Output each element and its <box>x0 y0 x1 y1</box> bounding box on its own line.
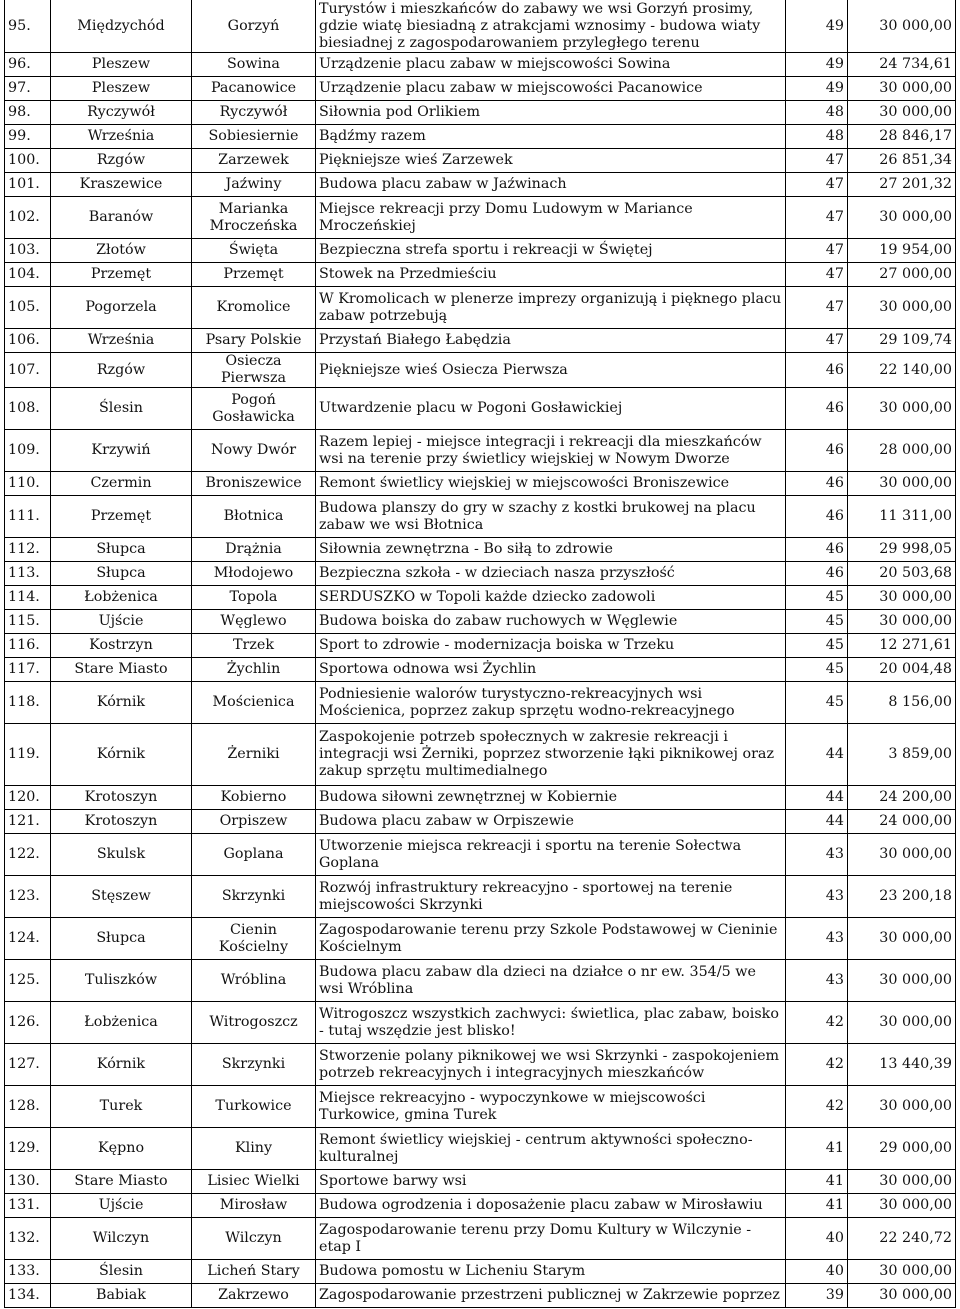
table-row <box>5 125 956 149</box>
project-title-cell: Piękniejsze wieś Zarzewek <box>316 149 786 173</box>
gmina-cell: Łobżenica <box>51 586 192 610</box>
village-cell: Zakrzewo <box>192 1284 316 1308</box>
row-number: 121. <box>5 810 51 834</box>
points-cell: 47 <box>786 263 848 287</box>
village-cell: Wróblina <box>192 960 316 1002</box>
table-row <box>5 197 956 239</box>
points-cell: 47 <box>786 173 848 197</box>
row-number: 126. <box>5 1002 51 1044</box>
amount-cell: 24 200,00 <box>848 786 956 810</box>
table-row <box>5 1086 956 1128</box>
village-cell: Kobierno <box>192 786 316 810</box>
amount-cell: 13 440,39 <box>848 1044 956 1086</box>
table-row <box>5 1170 956 1194</box>
amount-cell: 27 201,32 <box>848 173 956 197</box>
project-title-cell: Piękniejsze wieś Osiecza Pierwsza <box>316 353 786 388</box>
table-row <box>5 263 956 287</box>
village-cell: Witrogoszcz <box>192 1002 316 1044</box>
table-row <box>5 1218 956 1260</box>
table-row <box>5 173 956 197</box>
project-title-cell: Budowa boiska do zabaw ruchowych w Węglewie <box>316 610 786 634</box>
table-row <box>5 918 956 960</box>
project-title-cell: Podniesienie walorów turystyczno-rekreacyjnych wsi Mościenica, poprzez zakup sprzętu wodno-rekreacyjnego <box>316 682 786 724</box>
project-title-cell: Zagospodarowanie przestrzeni publicznej w Zakrzewie poprzez <box>316 1284 786 1308</box>
village-cell: Skrzynki <box>192 876 316 918</box>
row-number: 117. <box>5 658 51 682</box>
amount-cell: 30 000,00 <box>848 388 956 430</box>
project-title-cell: Stowek na Przedmieściu <box>316 263 786 287</box>
row-number: 118. <box>5 682 51 724</box>
amount-cell: 29 000,00 <box>848 1128 956 1170</box>
points-cell: 47 <box>786 197 848 239</box>
gmina-cell: Pleszew <box>51 77 192 101</box>
project-title-cell: Utwardzenie placu w Pogoni Gosławickiej <box>316 388 786 430</box>
row-number: 113. <box>5 562 51 586</box>
project-title-cell: Budowa planszy do gry w szachy z kostki brukowej na placu zabaw we wsi Błotnica <box>316 496 786 538</box>
gmina-cell: Pogorzela <box>51 287 192 329</box>
village-cell: Marianka Mroczeńska <box>192 197 316 239</box>
gmina-cell: Baranów <box>51 197 192 239</box>
gmina-cell: Września <box>51 125 192 149</box>
amount-cell: 30 000,00 <box>848 77 956 101</box>
gmina-cell: Kraszewice <box>51 173 192 197</box>
table-row <box>5 1260 956 1284</box>
row-number: 107. <box>5 353 51 388</box>
table-row <box>5 430 956 472</box>
table-row <box>5 101 956 125</box>
points-cell: 42 <box>786 1044 848 1086</box>
village-cell: Turkowice <box>192 1086 316 1128</box>
village-cell: Kromolice <box>192 287 316 329</box>
project-title-cell: Budowa ogrodzenia i doposażenie placu zabaw w Mirosławiu <box>316 1194 786 1218</box>
points-cell: 40 <box>786 1218 848 1260</box>
row-number: 99. <box>5 125 51 149</box>
row-number: 105. <box>5 287 51 329</box>
amount-cell: 22 240,72 <box>848 1218 956 1260</box>
gmina-cell: Ujście <box>51 610 192 634</box>
row-number: 123. <box>5 876 51 918</box>
village-cell: Orpiszew <box>192 810 316 834</box>
row-number: 132. <box>5 1218 51 1260</box>
village-cell: Młodojewo <box>192 562 316 586</box>
row-number: 108. <box>5 388 51 430</box>
row-number: 95. <box>5 0 51 53</box>
row-number: 124. <box>5 918 51 960</box>
amount-cell: 30 000,00 <box>848 1284 956 1308</box>
village-cell: Żychlin <box>192 658 316 682</box>
table-row <box>5 1194 956 1218</box>
row-number: 130. <box>5 1170 51 1194</box>
table-row <box>5 682 956 724</box>
amount-cell: 28 846,17 <box>848 125 956 149</box>
project-title-cell: Zagospodarowanie terenu przy Szkole Podstawowej w Cieninie Kościelnym <box>316 918 786 960</box>
table-row <box>5 1128 956 1170</box>
points-cell: 46 <box>786 430 848 472</box>
gmina-cell: Skulsk <box>51 834 192 876</box>
points-cell: 49 <box>786 0 848 53</box>
amount-cell: 27 000,00 <box>848 263 956 287</box>
points-cell: 44 <box>786 786 848 810</box>
table-row <box>5 562 956 586</box>
row-number: 116. <box>5 634 51 658</box>
amount-cell: 24 000,00 <box>848 810 956 834</box>
table-body <box>5 0 956 1308</box>
village-cell: Skrzynki <box>192 1044 316 1086</box>
row-number: 101. <box>5 173 51 197</box>
village-cell: Broniszewice <box>192 472 316 496</box>
points-cell: 42 <box>786 1086 848 1128</box>
table-row <box>5 472 956 496</box>
village-cell: Jaźwiny <box>192 173 316 197</box>
points-cell: 48 <box>786 125 848 149</box>
points-cell: 44 <box>786 810 848 834</box>
row-number: 114. <box>5 586 51 610</box>
village-cell: Święta <box>192 239 316 263</box>
village-cell: Licheń Stary <box>192 1260 316 1284</box>
table-row <box>5 77 956 101</box>
amount-cell: 11 311,00 <box>848 496 956 538</box>
amount-cell: 20 004,48 <box>848 658 956 682</box>
row-number: 104. <box>5 263 51 287</box>
points-cell: 46 <box>786 538 848 562</box>
gmina-cell: Kostrzyn <box>51 634 192 658</box>
gmina-cell: Kórnik <box>51 682 192 724</box>
project-title-cell: Remont świetlicy wiejskiej - centrum aktywności społeczno-kulturalnej <box>316 1128 786 1170</box>
project-title-cell: Bądźmy razem <box>316 125 786 149</box>
points-cell: 41 <box>786 1194 848 1218</box>
gmina-cell: Czermin <box>51 472 192 496</box>
amount-cell: 12 271,61 <box>848 634 956 658</box>
table-row <box>5 239 956 263</box>
row-number: 133. <box>5 1260 51 1284</box>
project-title-cell: Stworzenie polany piknikowej we wsi Skrzynki - zaspokojeniem potrzeb rekreacyjnych i integracyjnych mieszkańców <box>316 1044 786 1086</box>
project-title-cell: Urządzenie placu zabaw w miejscowości Sowina <box>316 53 786 77</box>
gmina-cell: Babiak <box>51 1284 192 1308</box>
village-cell: Wilczyn <box>192 1218 316 1260</box>
village-cell: Przemęt <box>192 263 316 287</box>
points-cell: 47 <box>786 149 848 173</box>
points-cell: 46 <box>786 496 848 538</box>
project-title-cell: Siłownia zewnętrzna - Bo siłą to zdrowie <box>316 538 786 562</box>
amount-cell: 30 000,00 <box>848 610 956 634</box>
points-cell: 45 <box>786 586 848 610</box>
village-cell: Mościenica <box>192 682 316 724</box>
row-number: 102. <box>5 197 51 239</box>
table-row <box>5 610 956 634</box>
amount-cell: 30 000,00 <box>848 472 956 496</box>
project-title-cell: Budowa siłowni zewnętrznej w Kobiernie <box>316 786 786 810</box>
gmina-cell: Rzgów <box>51 353 192 388</box>
gmina-cell: Wilczyn <box>51 1218 192 1260</box>
village-cell: Nowy Dwór <box>192 430 316 472</box>
amount-cell: 28 000,00 <box>848 430 956 472</box>
amount-cell: 30 000,00 <box>848 586 956 610</box>
gmina-cell: Ujście <box>51 1194 192 1218</box>
points-cell: 43 <box>786 960 848 1002</box>
village-cell: Drążnia <box>192 538 316 562</box>
points-cell: 48 <box>786 101 848 125</box>
amount-cell: 30 000,00 <box>848 101 956 125</box>
project-title-cell: Budowa pomostu w Licheniu Starym <box>316 1260 786 1284</box>
amount-cell: 30 000,00 <box>848 960 956 1002</box>
table-row <box>5 353 956 388</box>
row-number: 109. <box>5 430 51 472</box>
table-row <box>5 724 956 786</box>
points-cell: 49 <box>786 77 848 101</box>
points-cell: 43 <box>786 876 848 918</box>
project-title-cell: Bezpieczna strefa sportu i rekreacji w Świętej <box>316 239 786 263</box>
row-number: 106. <box>5 329 51 353</box>
amount-cell: 30 000,00 <box>848 287 956 329</box>
row-number: 96. <box>5 53 51 77</box>
gmina-cell: Stęszew <box>51 876 192 918</box>
project-title-cell: Budowa placu zabaw dla dzieci na działce o nr ew. 354/5 we wsi Wróblina <box>316 960 786 1002</box>
amount-cell: 30 000,00 <box>848 197 956 239</box>
amount-cell: 23 200,18 <box>848 876 956 918</box>
gmina-cell: Kórnik <box>51 1044 192 1086</box>
project-title-cell: Remont świetlicy wiejskiej w miejscowości Broniszewice <box>316 472 786 496</box>
amount-cell: 22 140,00 <box>848 353 956 388</box>
gmina-cell: Słupca <box>51 562 192 586</box>
village-cell: Węglewo <box>192 610 316 634</box>
gmina-cell: Krzywiń <box>51 430 192 472</box>
points-cell: 45 <box>786 658 848 682</box>
amount-cell: 30 000,00 <box>848 1260 956 1284</box>
row-number: 120. <box>5 786 51 810</box>
gmina-cell: Tuliszków <box>51 960 192 1002</box>
row-number: 129. <box>5 1128 51 1170</box>
table-row <box>5 287 956 329</box>
row-number: 112. <box>5 538 51 562</box>
table-row <box>5 810 956 834</box>
village-cell: Żerniki <box>192 724 316 786</box>
project-title-cell: Turystów i mieszkańców do zabawy we wsi Gorzyń prosimy, gdzie wiatę biesiadną z atrakcjami wznosimy - budowa wiaty biesiadnej z zagospodarowaniem przyległego terenu <box>316 0 786 53</box>
table-row <box>5 876 956 918</box>
projects-table <box>4 0 956 1308</box>
amount-cell: 20 503,68 <box>848 562 956 586</box>
amount-cell: 30 000,00 <box>848 918 956 960</box>
points-cell: 46 <box>786 388 848 430</box>
village-cell: Ryczywół <box>192 101 316 125</box>
gmina-cell: Kępno <box>51 1128 192 1170</box>
row-number: 100. <box>5 149 51 173</box>
gmina-cell: Międzychód <box>51 0 192 53</box>
gmina-cell: Krotoszyn <box>51 810 192 834</box>
village-cell: Gorzyń <box>192 0 316 53</box>
amount-cell: 30 000,00 <box>848 1170 956 1194</box>
project-title-cell: Sportowe barwy wsi <box>316 1170 786 1194</box>
village-cell: Pacanowice <box>192 77 316 101</box>
row-number: 115. <box>5 610 51 634</box>
table-row <box>5 53 956 77</box>
amount-cell: 30 000,00 <box>848 1194 956 1218</box>
points-cell: 47 <box>786 329 848 353</box>
row-number: 97. <box>5 77 51 101</box>
points-cell: 45 <box>786 610 848 634</box>
village-cell: Sowina <box>192 53 316 77</box>
project-title-cell: Siłownia pod Orlikiem <box>316 101 786 125</box>
row-number: 98. <box>5 101 51 125</box>
village-cell: Psary Polskie <box>192 329 316 353</box>
village-cell: Goplana <box>192 834 316 876</box>
row-number: 134. <box>5 1284 51 1308</box>
project-title-cell: Bezpieczna szkoła - w dzieciach nasza przyszłość <box>316 562 786 586</box>
points-cell: 46 <box>786 353 848 388</box>
amount-cell: 19 954,00 <box>848 239 956 263</box>
table-row <box>5 149 956 173</box>
gmina-cell: Września <box>51 329 192 353</box>
table-row <box>5 634 956 658</box>
project-title-cell: Witrogoszcz wszystkich zachwyci: świetlica, plac zabaw, boisko - tutaj wszędzie jest blisko! <box>316 1002 786 1044</box>
points-cell: 46 <box>786 472 848 496</box>
table-row <box>5 538 956 562</box>
village-cell: Cienin Kościelny <box>192 918 316 960</box>
gmina-cell: Rzgów <box>51 149 192 173</box>
project-title-cell: Budowa placu zabaw w Jaźwinach <box>316 173 786 197</box>
points-cell: 43 <box>786 918 848 960</box>
village-cell: Osiecza Pierwsza <box>192 353 316 388</box>
points-cell: 41 <box>786 1128 848 1170</box>
gmina-cell: Stare Miasto <box>51 658 192 682</box>
table-row <box>5 658 956 682</box>
village-cell: Pogoń Gosławicka <box>192 388 316 430</box>
points-cell: 45 <box>786 682 848 724</box>
village-cell: Lisiec Wielki <box>192 1170 316 1194</box>
points-cell: 39 <box>786 1284 848 1308</box>
points-cell: 43 <box>786 834 848 876</box>
project-title-cell: Razem lepiej - miejsce integracji i rekreacji dla mieszkańców wsi na terenie przy świetlicy wiejskiej w Nowym Dworze <box>316 430 786 472</box>
row-number: 127. <box>5 1044 51 1086</box>
row-number: 119. <box>5 724 51 786</box>
project-title-cell: Utworzenie miejsca rekreacji i sportu na terenie Sołectwa Goplana <box>316 834 786 876</box>
amount-cell: 30 000,00 <box>848 1002 956 1044</box>
project-title-cell: Miejsce rekreacji przy Domu Ludowym w Mariance Mroczeńskiej <box>316 197 786 239</box>
row-number: 103. <box>5 239 51 263</box>
gmina-cell: Ślesin <box>51 388 192 430</box>
amount-cell: 24 734,61 <box>848 53 956 77</box>
table-row <box>5 834 956 876</box>
project-title-cell: Zaspokojenie potrzeb społecznych w zakresie rekreacji i integracji wsi Żerniki, poprzez stworzenie łąki piknikowej oraz zakup sprzętu multimedialnego <box>316 724 786 786</box>
village-cell: Kliny <box>192 1128 316 1170</box>
project-title-cell: Przystań Białego Łabędzia <box>316 329 786 353</box>
row-number: 128. <box>5 1086 51 1128</box>
table-row <box>5 1002 956 1044</box>
amount-cell: 30 000,00 <box>848 1086 956 1128</box>
gmina-cell: Przemęt <box>51 263 192 287</box>
points-cell: 40 <box>786 1260 848 1284</box>
project-title-cell: W Kromolicach w plenerze imprezy organizują i pięknego placu zabaw potrzebują <box>316 287 786 329</box>
points-cell: 47 <box>786 287 848 329</box>
village-cell: Topola <box>192 586 316 610</box>
amount-cell: 3 859,00 <box>848 724 956 786</box>
row-number: 110. <box>5 472 51 496</box>
gmina-cell: Łobżenica <box>51 1002 192 1044</box>
row-number: 131. <box>5 1194 51 1218</box>
points-cell: 41 <box>786 1170 848 1194</box>
amount-cell: 29 998,05 <box>848 538 956 562</box>
table-row <box>5 586 956 610</box>
project-title-cell: SERDUSZKO w Topoli każde dziecko zadowoli <box>316 586 786 610</box>
project-title-cell: Miejsce rekreacyjno - wypoczynkowe w miejscowości Turkowice, gmina Turek <box>316 1086 786 1128</box>
project-title-cell: Sport to zdrowie - modernizacja boiska w Trzeku <box>316 634 786 658</box>
points-cell: 49 <box>786 53 848 77</box>
gmina-cell: Turek <box>51 1086 192 1128</box>
village-cell: Sobiesiernie <box>192 125 316 149</box>
project-title-cell: Budowa placu zabaw w Orpiszewie <box>316 810 786 834</box>
row-number: 125. <box>5 960 51 1002</box>
amount-cell: 8 156,00 <box>848 682 956 724</box>
village-cell: Trzek <box>192 634 316 658</box>
gmina-cell: Pleszew <box>51 53 192 77</box>
gmina-cell: Słupca <box>51 918 192 960</box>
table-row <box>5 329 956 353</box>
project-title-cell: Rozwój infrastruktury rekreacyjno - sportowej na terenie miejscowości Skrzynki <box>316 876 786 918</box>
gmina-cell: Krotoszyn <box>51 786 192 810</box>
gmina-cell: Ślesin <box>51 1260 192 1284</box>
gmina-cell: Stare Miasto <box>51 1170 192 1194</box>
points-cell: 45 <box>786 634 848 658</box>
table-row <box>5 786 956 810</box>
gmina-cell: Złotów <box>51 239 192 263</box>
amount-cell: 29 109,74 <box>848 329 956 353</box>
table-row <box>5 0 956 53</box>
project-title-cell: Zagospodarowanie terenu przy Domu Kultury w Wilczynie - etap I <box>316 1218 786 1260</box>
points-cell: 44 <box>786 724 848 786</box>
amount-cell: 30 000,00 <box>848 0 956 53</box>
points-cell: 42 <box>786 1002 848 1044</box>
amount-cell: 26 851,34 <box>848 149 956 173</box>
row-number: 122. <box>5 834 51 876</box>
table-row <box>5 960 956 1002</box>
table-row <box>5 1044 956 1086</box>
table-row <box>5 388 956 430</box>
gmina-cell: Ryczywół <box>51 101 192 125</box>
village-cell: Błotnica <box>192 496 316 538</box>
points-cell: 47 <box>786 239 848 263</box>
village-cell: Zarzewek <box>192 149 316 173</box>
gmina-cell: Przemęt <box>51 496 192 538</box>
row-number: 111. <box>5 496 51 538</box>
project-title-cell: Urządzenie placu zabaw w miejscowości Pacanowice <box>316 77 786 101</box>
project-title-cell: Sportowa odnowa wsi Żychlin <box>316 658 786 682</box>
gmina-cell: Kórnik <box>51 724 192 786</box>
table-row <box>5 496 956 538</box>
gmina-cell: Słupca <box>51 538 192 562</box>
points-cell: 46 <box>786 562 848 586</box>
amount-cell: 30 000,00 <box>848 834 956 876</box>
table-row <box>5 1284 956 1308</box>
village-cell: Mirosław <box>192 1194 316 1218</box>
